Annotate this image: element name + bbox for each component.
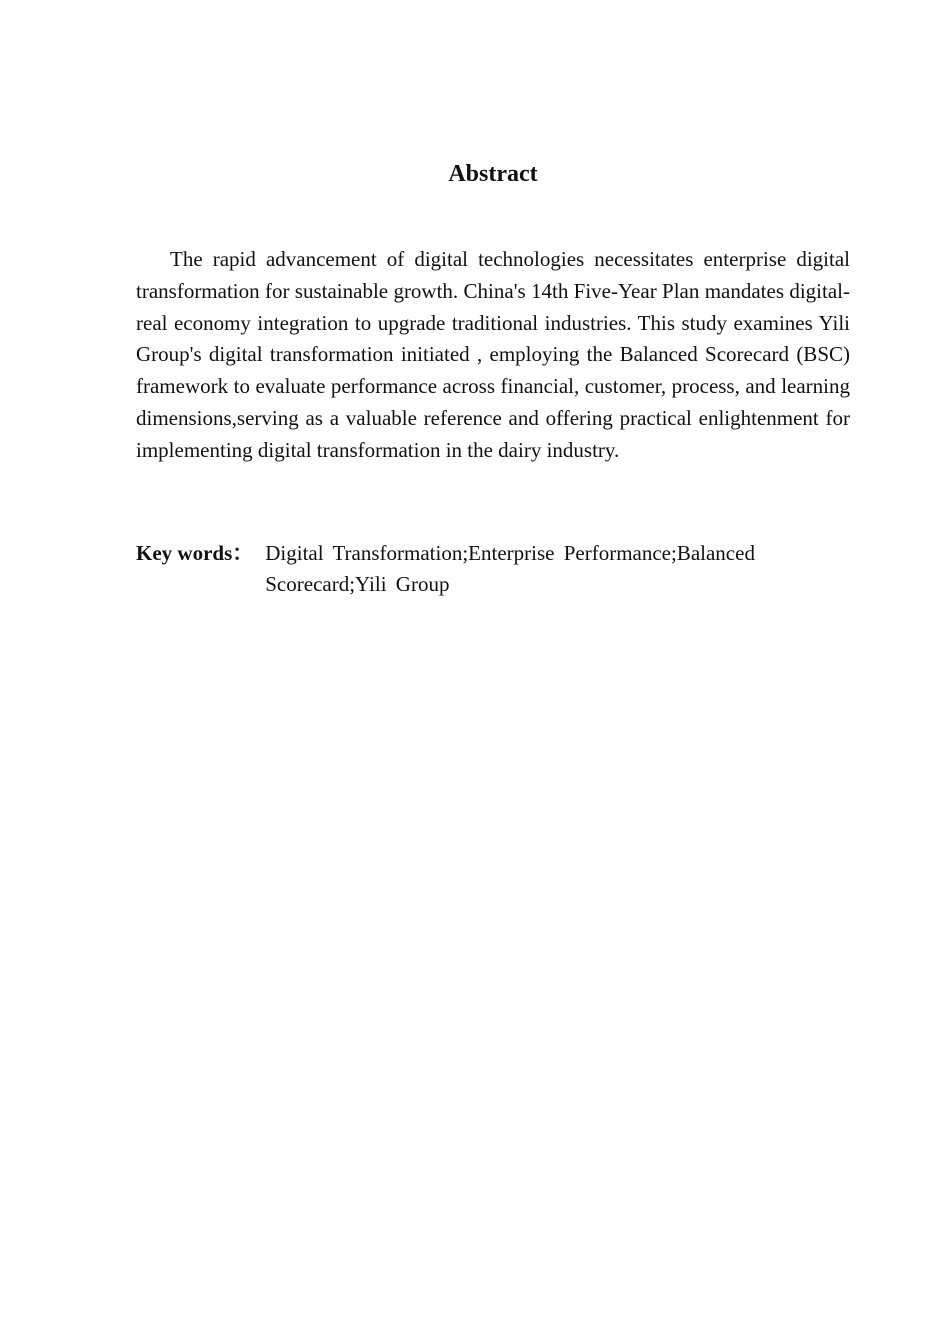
keywords-section xyxy=(136,538,850,600)
abstract-paragraph: The rapid advancement of digital technologies necessitates enterprise digital transformation for sustainable growth. China's 14th Five-Year Plan mandates digital-real economy integration to upgrade traditional industries. This study examines Yili Group's digital transformation initiated , employing the Balanced Scorecard (BSC) framework to evaluate performance across financial, customer, process, and learning dimensions,serving as a valuable reference and offering practical enlightenment for implementing digital transformation in the dairy industry. xyxy=(136,247,850,462)
abstract-title: Abstract xyxy=(448,161,538,187)
keywords-list: Digital Transformation;Enterprise Performance;Balanced Scorecard;Yili Group xyxy=(265,541,755,596)
keywords-separator: ： xyxy=(232,541,254,565)
keywords-label: Key words xyxy=(136,541,233,565)
